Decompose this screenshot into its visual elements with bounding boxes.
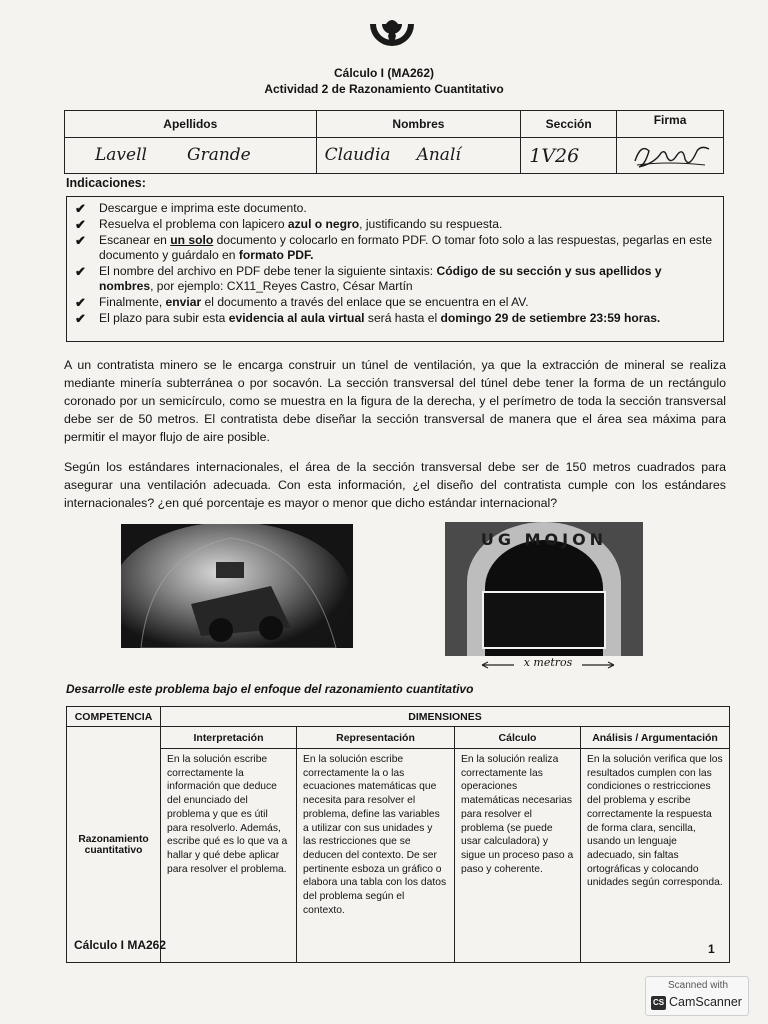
firma-cell[interactable] (617, 138, 724, 174)
indic-text: será hasta el (364, 311, 441, 325)
mining-tunnel-photo (121, 524, 353, 648)
rubric-dimensiones-header: DIMENSIONES (161, 707, 730, 727)
document-subtitle: Actividad 2 de Razonamiento Cuantitativo (264, 82, 504, 96)
indic-text: Descargue e imprima este documento. (99, 201, 307, 215)
problem-paragraph-1: A un contratista minero se le encarga construir un túnel de ventilación, ya que la extracción de mineral se realiza mediante minería subterránea o por socavón. La sección transversal del túnel debe tener la forma de un rectángulo coronado por un semicírculo, como se muestra en la figura de la derecha, y el perímetro de toda la sección transversal debe ser de 50 metros. El contratista debe diseñar la sección transversal de manera que el área sea máxima para permitir el mayor flujo de aire posible. (64, 358, 726, 444)
rubric-competencia-cell: Razonamiento cuantitativo (67, 727, 161, 963)
apellidos-cell[interactable] (65, 138, 317, 174)
handwritten-apellido-1: Lavell (95, 145, 147, 165)
footer-course: Cálculo I MA262 (74, 938, 167, 952)
x-metros-label: x metros (523, 656, 573, 669)
handwritten-nombre-1: Claudia (324, 145, 391, 165)
indic-text: Resuelva el problema con lapicero (99, 217, 288, 231)
list-item (75, 295, 715, 310)
handwritten-nombre-2: Analí (416, 145, 461, 165)
rubric-col-interpretacion: Interpretación (161, 727, 297, 749)
indic-text: El nombre del archivo en PDF debe tener la siguiente sintaxis: (99, 264, 437, 278)
checkmark-icon: ✔ (75, 233, 86, 248)
checkmark-icon: ✔ (75, 264, 86, 279)
header-seccion: Sección (521, 111, 617, 138)
nombres-cell[interactable] (316, 138, 521, 174)
list-item (75, 201, 715, 216)
develop-instruction: Desarrolle este problema bajo el enfoque del razonamiento cuantitativo (66, 682, 474, 696)
list-item (75, 264, 715, 294)
indic-text: documento y colocarlo en formato PDF. O tomar foto solo a las respuestas, pegarlas en este documento y guárdalo en (99, 233, 713, 262)
problem-paragraph-2: Según los estándares internacionales, el área de la sección transversal debe ser de 150 metros cuadrados para asegurar una ventilación adecuada. Con esta información, ¿el diseño del contratista cumple con los estándares internacionales? ¿en qué porcentaje es mayor o menor que dicho estándar internacional? (64, 460, 726, 510)
scanned-with-label: Scanned with (667, 980, 729, 991)
tunnel-photo-icon (121, 524, 353, 648)
indic-text: , por ejemplo: CX11_Reyes Castro, César Martín (150, 279, 413, 293)
header-apellidos: Apellidos (65, 111, 317, 138)
header-nombres: Nombres (316, 111, 521, 138)
signature-icon (627, 139, 717, 173)
rubric-competencia-header: COMPETENCIA (67, 707, 161, 727)
student-info-table (64, 110, 724, 174)
indic-bold: domingo 29 de setiembre 23:59 horas. (440, 311, 661, 325)
upc-logo-icon (364, 18, 420, 62)
tunnel-entrance-diagram (445, 522, 643, 656)
indic-text: el documento a través del enlace que se encuentra en el AV. (201, 295, 529, 309)
rubric-table (66, 706, 730, 963)
indic-text: Finalmente, (99, 295, 166, 309)
indic-bold: evidencia al aula virtual (228, 311, 365, 325)
rubric-col-analisis: Análisis / Argumentación (581, 727, 730, 749)
indic-text: Escanear en (99, 233, 171, 247)
indicaciones-box (66, 196, 724, 342)
indic-bold: formato PDF. (238, 248, 314, 262)
indic-bold: enviar (165, 295, 202, 309)
checkmark-icon: ✔ (75, 201, 86, 216)
indic-bold: azul o negro (287, 217, 360, 231)
indic-bold: Código de su sección y sus apellidos y nombres (99, 264, 662, 293)
list-item (75, 233, 715, 263)
rubric-cell-representacion: En la solución escribe correctamente la o las ecuaciones matemáticas que necesita para resolver el problema, define las variables a utilizar con sus unidades y las restricciones que se deducen del contexto. De ser pertinente esboza un gráfico o elabora una tabla con los datos del problema según el contexto. (297, 749, 455, 963)
tunnel-sign-label: UG MOJON (480, 530, 608, 549)
document-title: Cálculo I (MA262) (333, 66, 435, 80)
camscanner-name: CamScanner (669, 995, 742, 1009)
indicaciones-title: Indicaciones: (66, 176, 146, 190)
indic-underline: un solo (170, 233, 214, 247)
handwritten-seccion: 1V26 (529, 145, 580, 167)
header-firma: Firma (617, 111, 724, 138)
camscanner-logo-icon: CS (651, 996, 666, 1010)
indic-text: , justificando su respuesta. (359, 217, 503, 231)
camscanner-watermark (645, 976, 749, 1016)
seccion-cell[interactable] (521, 138, 617, 174)
checkmark-icon: ✔ (75, 311, 86, 326)
rubric-cell-calculo: En la solución realiza correctamente las operaciones matemáticas necesarias para resolver el problema (se puede usar calculadora) y sigue un proceso paso a paso y coherente. (455, 749, 581, 963)
checkmark-icon: ✔ (75, 217, 86, 232)
indic-text: El plazo para subir esta (99, 311, 229, 325)
checkmark-icon: ✔ (75, 295, 86, 310)
page-number: 1 (708, 942, 715, 956)
rubric-cell-analisis: En la solución verifica que los resultados cumplen con las condiciones o restricciones del problema y escribe correctamente la respuesta de forma clara, sencilla, usando un lenguaje adecuado, sin faltas ortográficas y colocando unidades según corresponda. (581, 749, 730, 963)
rubric-col-calculo: Cálculo (455, 727, 581, 749)
rubric-col-representacion: Representación (297, 727, 455, 749)
list-item (75, 217, 715, 232)
handwritten-apellido-2: Grande (187, 145, 251, 165)
list-item (75, 311, 715, 326)
rubric-cell-interpretacion: En la solución escribe correctamente la información que deduce del enunciado del problema y que es útil para resolverlo. Además, escribe qué es lo que va a hallar y qué debe aplicar para resolver el problema. (161, 749, 297, 963)
